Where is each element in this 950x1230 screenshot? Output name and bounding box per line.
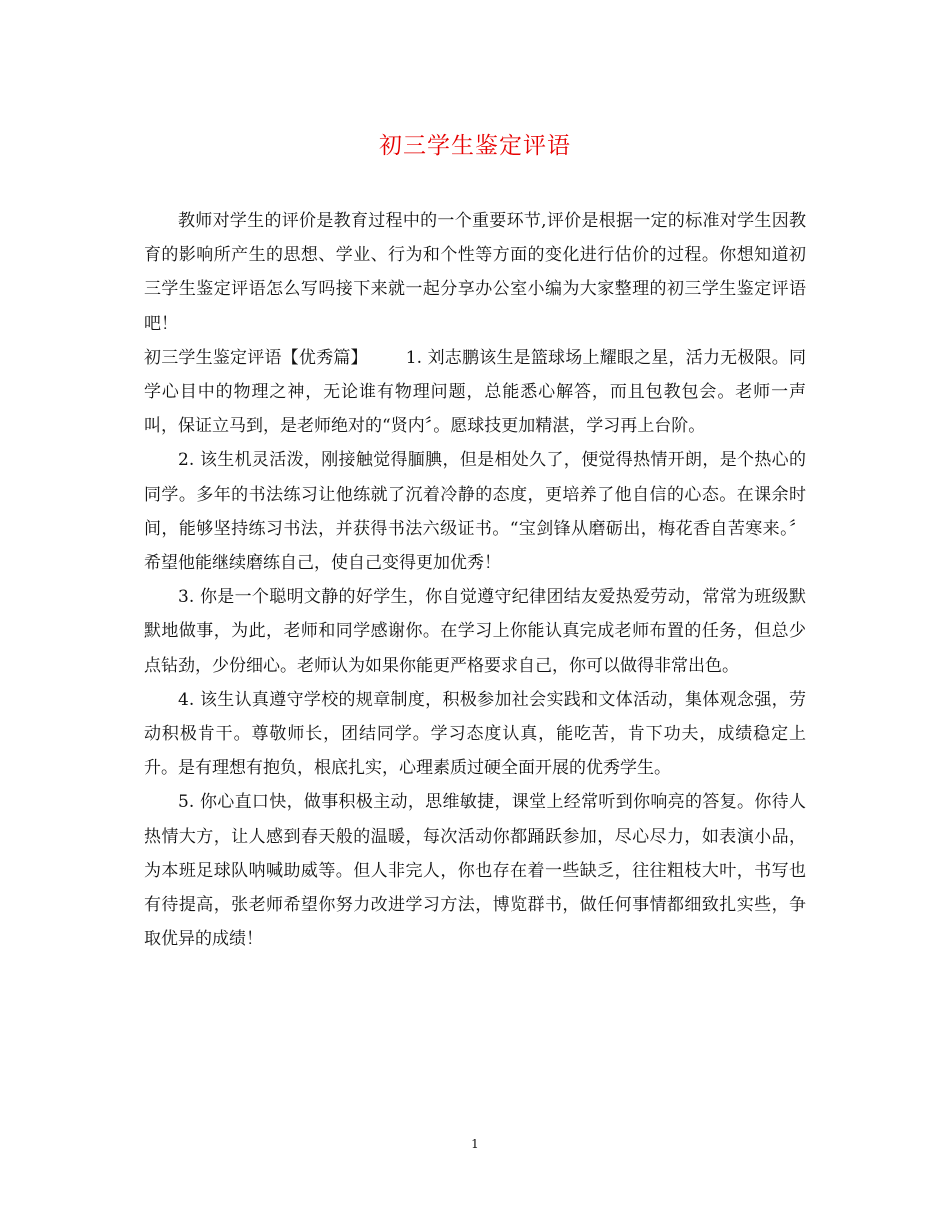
section-paragraph [144, 341, 806, 444]
comment-2: 2. 该生机灵活泼，刚接触觉得腼腆，但是相处久了，便觉得热情开朗，是个热心的同学。多年的书法练习让他练就了沉着冷静的态度，更培养了他自信的心态。在课余时间，能够坚持练习书法，并获得书法六级证书。“宝剑锋从磨砺出，梅花香自苦寒来。〞希望他能继续磨练自己，使自己变得更加优秀！ [144, 450, 806, 574]
page-number: 1 [471, 1137, 479, 1151]
document-title: 初三学生鉴定评语 [379, 133, 571, 159]
document-body [144, 204, 806, 956]
comment-3: 3. 你是一个聪明文静的好学生，你自觉遵守纪律团结友爱热爱劳动，常常为班级默默地做事，为此，老师和同学感谢你。在学习上你能认真完成老师布置的任务，但总少点钻劲，少份细心。老师认为如果你能更严格要求自己，你可以做得非常出色。 [144, 587, 806, 676]
comment-4: 4. 该生认真遵守学校的规章制度，积极参加社会实践和文体活动，集体观念强，劳动积极肯干。尊敬师长，团结同学。学习态度认真，能吃苦，肯下功夫，成绩稳定上升。是有理想有抱负，根底扎实，心理素质过硬全面开展的优秀学生。 [144, 689, 806, 779]
comment-1: 1. 刘志鹏该生是篮球场上耀眼之星，活力无极限。同学心目中的物理之神，无论谁有物理问题，总能悉心解答，而且包教包会。老师一声叫，保证立马到，是老师绝对的“贤内〞。愿球技更加精湛，学习再上台阶。 [144, 347, 807, 437]
intro-paragraph: 教师对学生的评价是教育过程中的一个重要环节,评价是根据一定的标准对学生因教育的影响所产生的思想、学业、行为和个性等方面的变化进行估价的过程。你想知道初三学生鉴定评语怎么写吗接下来就一起分享办公室小编为大家整理的初三学生鉴定评语吧！ [144, 211, 806, 334]
section-heading: 初三学生鉴定评语【优秀篇】 [144, 347, 368, 368]
comment-5: 5. 你心直口快，做事积极主动，思维敏捷，课堂上经常听到你响亮的答复。你待人热情大方，让人感到春天般的温暖，每次活动你都踊跃参加，尽心尽力，如表演小品，为本班足球队呐喊助威等。但人非完人，你也存在着一些缺乏，往往粗枝大叶，书写也有待提高，张老师希望你努力改进学习方法，博览群书，做任何事情都细致扎实些，争取优异的成绩！ [144, 792, 806, 950]
